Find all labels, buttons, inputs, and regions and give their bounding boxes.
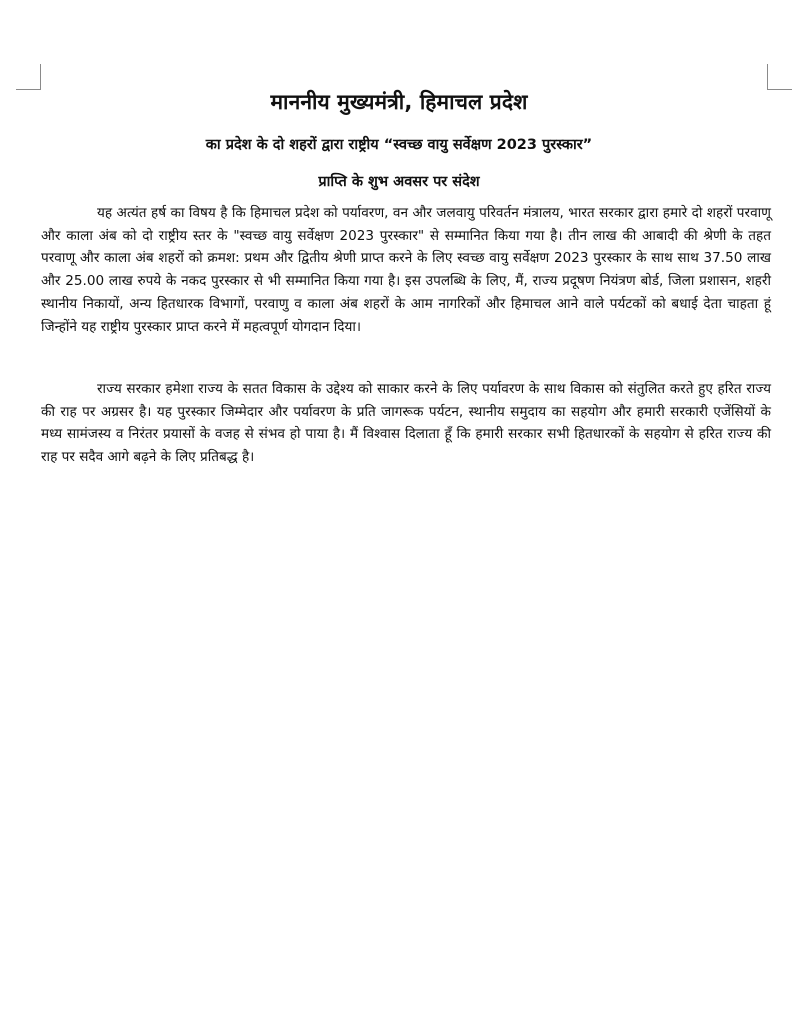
page-corner-mark-top-right: [767, 64, 768, 90]
body-paragraph-1: यह अत्यंत हर्ष का विषय है कि हिमाचल प्रदेश को पर्यावरण, वन और जलवायु परिवर्तन मंत्रालय, भारत सरकार द्वारा हमारे दो शहरों परवाणू और काला अंब को दो राष्ट्रीय स्तर के "स्वच्छ वायु सर्वेक्षण 2023 पुरस्कार" से सम्मानित किया गया है। तीन लाख की आबादी की श्रेणी के तहत परवाणू और काला अंब शहरों को क्रमश: प्रथम और द्वितीय श्रेणी प्राप्त करने के लिए स्वच्छ वायु सर्वेक्षण 2023 पुरस्कार के साथ साथ 37.50 लाख और 25.00 लाख रुपये के नकद पुरस्कार से भी सम्मानित किया गया है। इस उपलब्धि के लिए, मैं, राज्य प्रदूषण नियंत्रण बोर्ड, जिला प्रशासन, शहरी स्थानीय निकायों, अन्य हितधारक विभागों, परवाणु व काला अंब शहरों के आम नागरिकों और हिमाचल आने वाले पर्यटकों को बधाई देता चाहता हूं जिन्होंने यह राष्ट्रीय पुरस्कार प्राप्त करने में महत्वपूर्ण योगदान दिया।: [41, 205, 771, 335]
body-paragraph-2: राज्य सरकार हमेशा राज्य के सतत विकास के उद्देश्य को साकार करने के लिए पर्यावरण के साथ विकास को संतुलित करते हुए हरित राज्य की राह पर अग्रसर है। यह पुरस्कार जिम्मेदार और पर्यावरण के प्रति जागरूक पर्यटन, स्थानीय समुदाय का सहयोग और हमारी सरकारी एजेंसियों के मध्य सामंजस्य व निरंतर प्रयासों के वजह से संभव हो पाया है। मैं विश्वास दिलाता हूँ कि हमारी सरकार सभी हितधारकों के सहयोग से हरित राज्य की राह पर सदैव आगे बढ़ने के लिए प्रतिबद्ध है।: [41, 381, 771, 466]
document-title: माननीय मुख्यमंत्री, हिमाचल प्रदेश: [270, 90, 528, 114]
document-subtitle: का प्रदेश के दो शहरों द्वारा राष्ट्रीय “स्वच्छ वायु सर्वेक्षण 2023 पुरस्कार”: [205, 137, 593, 153]
page-corner-mark-top-left: [40, 64, 41, 90]
document-subtitle-occasion: प्राप्ति के शुभ अवसर पर संदेश: [318, 174, 480, 190]
